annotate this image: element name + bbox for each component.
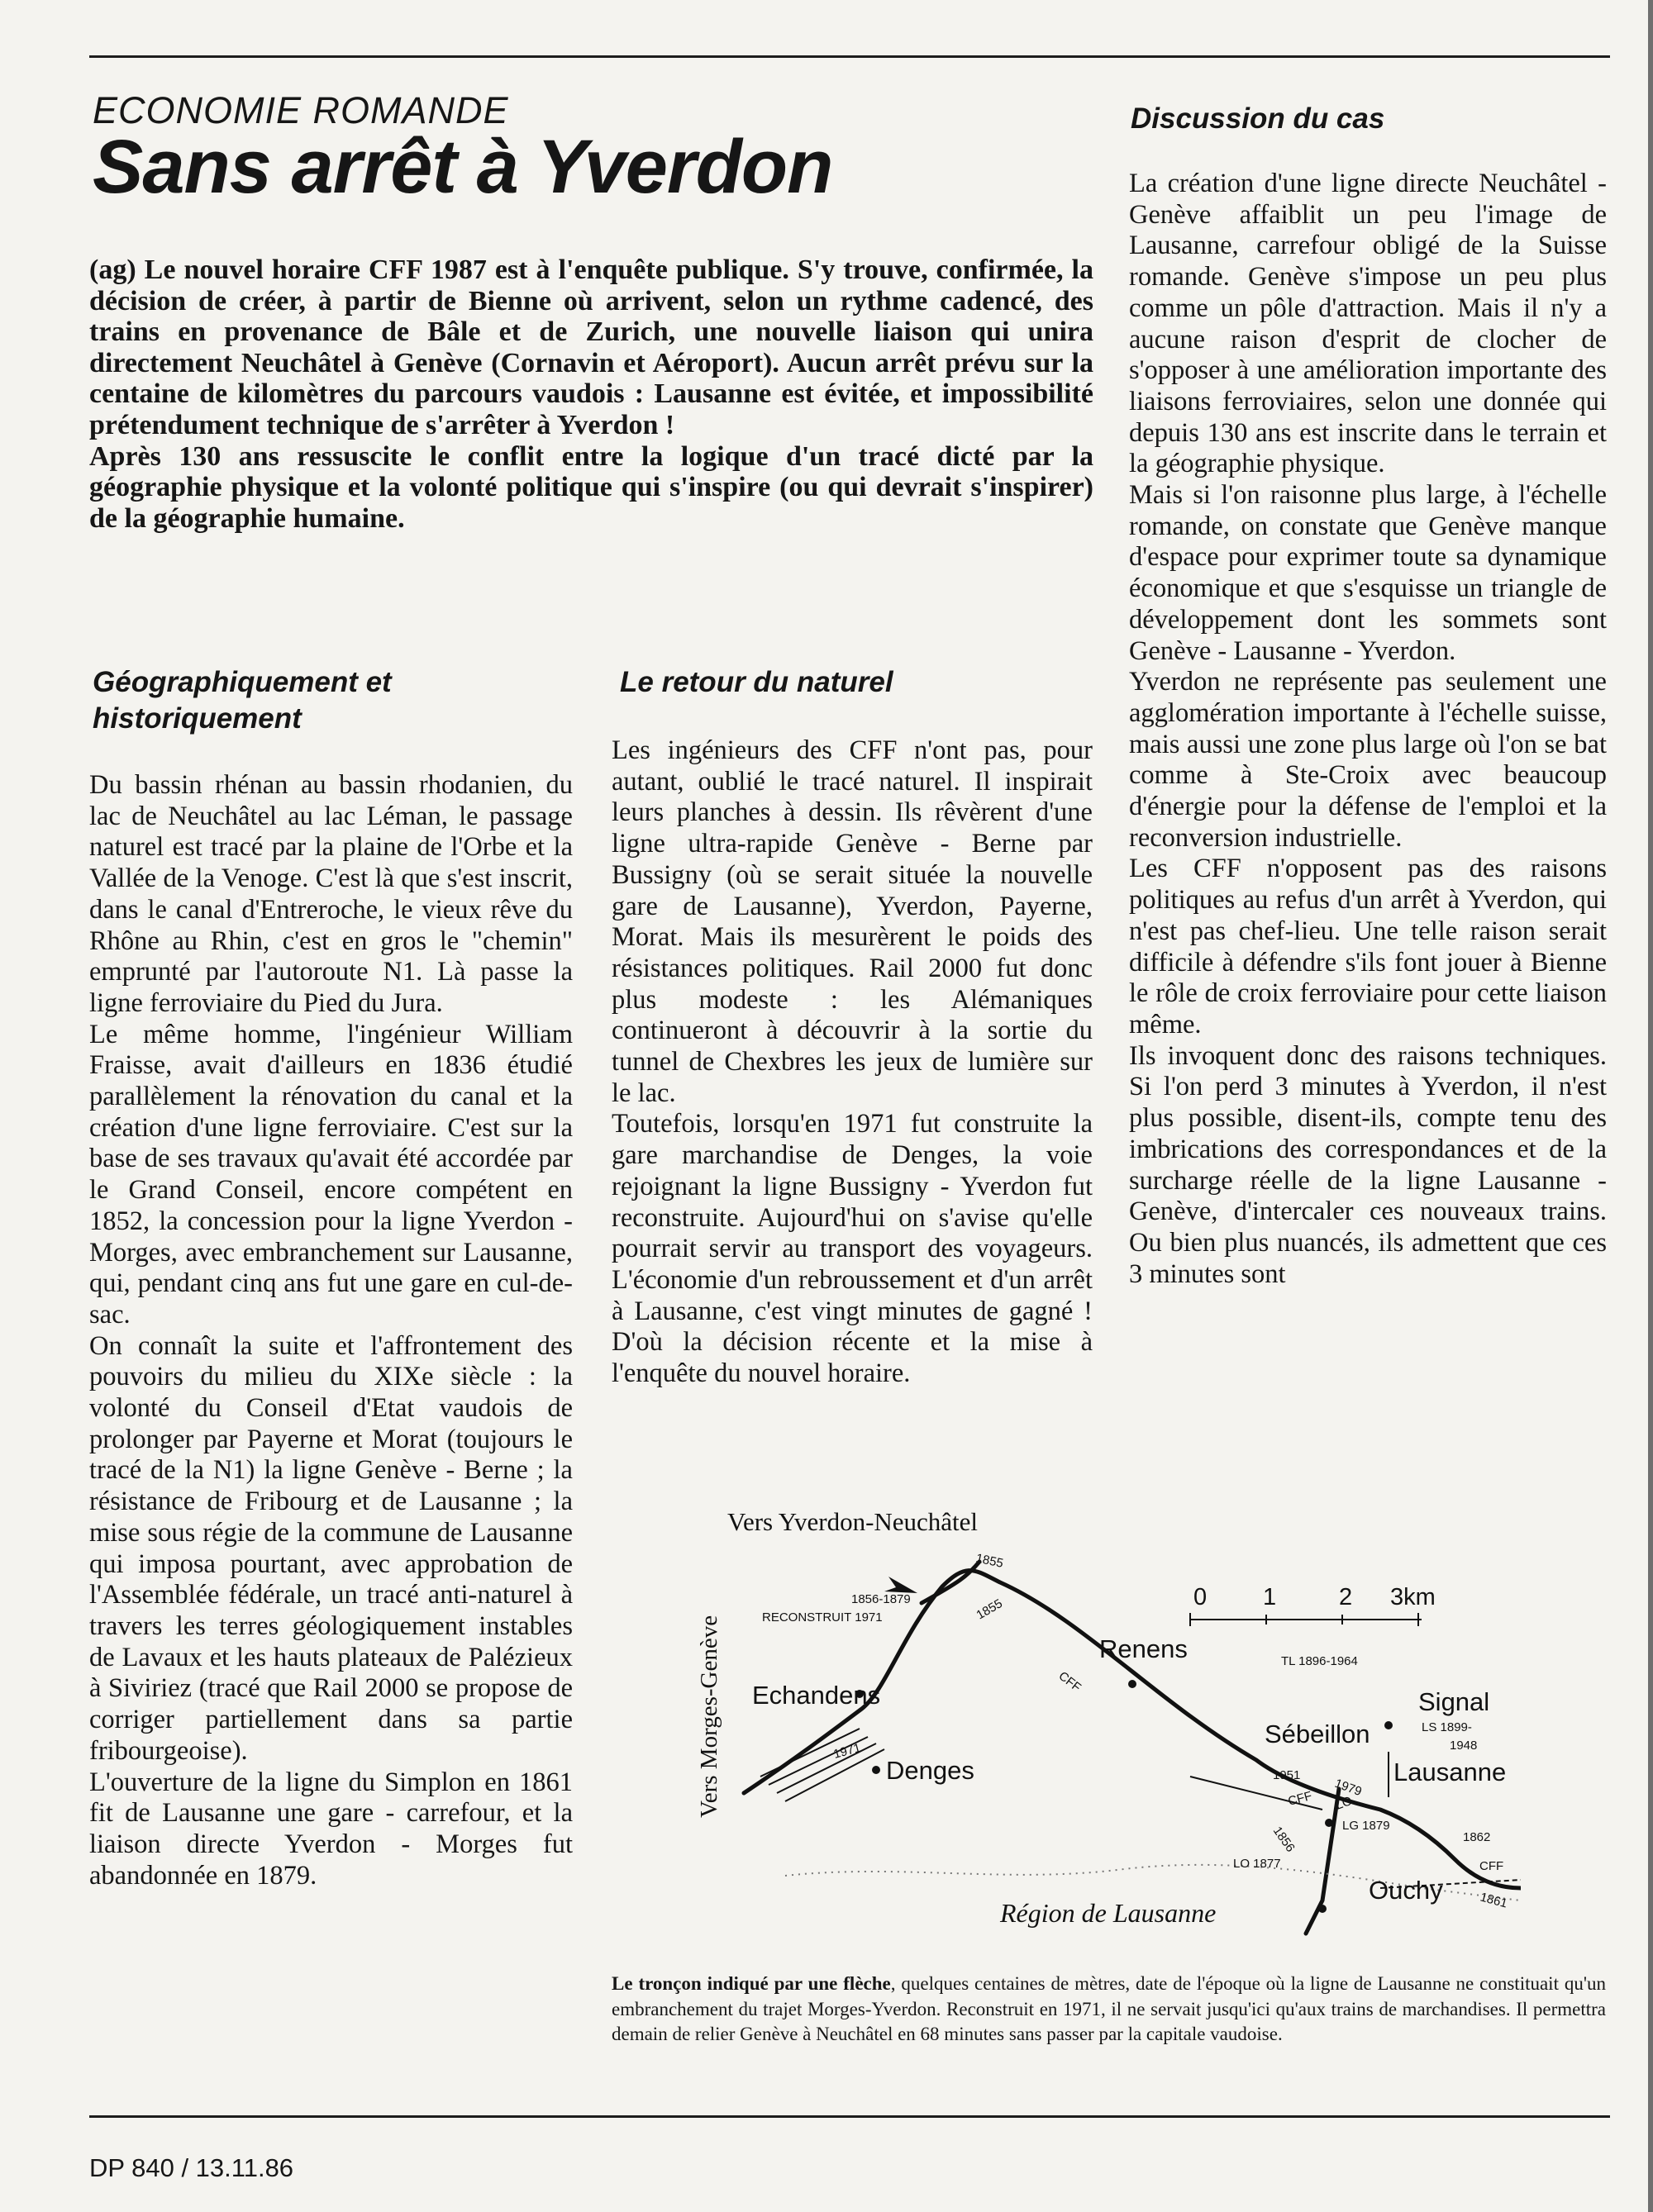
top-rule	[89, 55, 1610, 58]
annotation-1856: 1856	[1270, 1824, 1298, 1855]
annotation-lo: LO	[1333, 1793, 1355, 1813]
article-title: Sans arrêt à Yverdon	[93, 125, 833, 209]
annotation-1862: 1862	[1463, 1830, 1491, 1844]
place-ouchy: Ouchy	[1369, 1876, 1443, 1905]
caption-lead: Le tronçon indiqué par une flèche	[612, 1973, 891, 1994]
lead-paragraph-2: Après 130 ans ressuscite le conflit entre la logique d'un tracé dicté par la géographie physique et la volonté politique qui s'inspire (ou qui devrait s'inspirer) de la géographie humaine.	[89, 440, 1093, 534]
column3-paragraph: Ils invoquent donc des raisons techniques. Si l'on perd 3 minutes à Yverdon, il n'est plus possible, disent-ils, compte tenu des imbrications des correspondances et de la surcharge réelle de la ligne Lausanne - Genève, d'intercaler ces nouveaux trains. Ou bien plus nuancés, ils admettent que ces 3 minutes sont	[1129, 1040, 1607, 1289]
annotation-1855a: 1855	[974, 1551, 1005, 1571]
scale-1: 1	[1263, 1584, 1277, 1610]
column3-paragraph: Yverdon ne représente pas seulement une agglomération importante à l'échelle suisse, mais aussi une zone plus large où l'on se bat comme à Ste-Croix avec beaucoup d'énergie pour la défense de l'emploi et la reconversion industrielle.	[1129, 667, 1607, 853]
annotation-lg: LG 1879	[1342, 1819, 1390, 1833]
map-left-label: Vers Morges-Genève	[696, 1615, 722, 1818]
column2-body	[612, 735, 1093, 1390]
scale-2: 2	[1339, 1584, 1353, 1610]
annotation-1971: 1971	[831, 1740, 863, 1762]
annotation-1855b: 1855	[974, 1596, 1005, 1623]
column1-body	[89, 770, 573, 1891]
place-echandens: Echandens	[752, 1681, 881, 1710]
annotation-ls-end: 1948	[1450, 1739, 1478, 1753]
column1-heading: Géographiquement et historiquement	[93, 666, 392, 735]
annotation-1951: 1951	[1273, 1768, 1301, 1782]
scale-bar	[1190, 1613, 1422, 1626]
annotation-tl: TL 1896-1964	[1281, 1654, 1358, 1668]
bottom-rule	[89, 2115, 1610, 2118]
arrow-icon	[884, 1577, 917, 1593]
lead-paragraph-1: (ag) Le nouvel horaire CFF 1987 est à l'enquête publique. S'y trouve, confirmée, la décision de créer, à partir de Bienne où arrivent, selon un rythme cadencé, des trains en provenance de Bâle et de Zurich, une nouvelle liaison qui unira directement Neuchâtel à Genève (Cornavin et Aéroport). Aucun arrêt prévu sur la centaine de kilomètres du parcours vaudois : Lausanne est évitée, et impossibilité prétendument technique de s'arrêter à Yverdon !	[89, 254, 1093, 440]
section-title: ECONOMIE ROMANDE	[93, 89, 509, 131]
annotation-cff-3: CFF	[1479, 1859, 1504, 1873]
column3-paragraph: La création d'une ligne directe Neuchâtel - Genève affaiblit un peu l'image de Lausanne, carrefour obligé de la Suisse romande. Genève s'impose un peu plus comme un pôle d'attraction. Mais il n'y a aucune raison d'esprit de clocher de s'opposer à une amélioration importante des liaisons ferroviaires, selon une donnée qui depuis 130 ans est inscrite dans le terrain et la géographie physique.	[1129, 169, 1607, 479]
annotation-cff-2: CFF	[1286, 1788, 1314, 1809]
column2-paragraph: Toutefois, lorsqu'en 1971 fut construite la gare marchandise de Denges, la voie rejoignant la ligne Bussigny - Yverdon fut reconstruite. Aujourd'hui on s'avise qu'elle pourrait servir au transport des voyageurs. L'économie d'un rebroussement et d'un arrêt à Lausanne, c'est vingt minutes de gagné ! D'où la décision récente et la mise à l'enquête du nouvel horaire.	[612, 1109, 1093, 1389]
signal-marker	[1384, 1721, 1393, 1729]
column2-paragraph: Les ingénieurs des CFF n'ont pas, pour autant, oublié le tracé naturel. Il inspirait leurs planches à dessin. Ils rêvèrent d'une ligne ultra-rapide Genève - Berne par Bussigny (où se serait située la nouvelle gare de Lausanne), Yverdon, Payerne, Morat. Mais ils mesurèrent le poids des résistances politiques. Rail 2000 fut donc plus modeste : les Alémaniques continueront à découvrir à la sortie du tunnel de Chexbres les jeux de lumière sur le lac.	[612, 735, 1093, 1108]
column1-paragraph: Le même homme, l'ingénieur William Fraisse, avait d'ailleurs en 1836 étudié parallèlement la rénovation du canal et la création d'une ligne ferroviaire. C'est sur la base de ses travaux qu'avait été accordée par le Grand Conseil, encore compétent en 1852, la concession pour la ligne Yverdon - Morges, avec embranchement sur Lausanne, qui, pendant cinq ans fut une gare en cul-de-sac.	[89, 1019, 573, 1330]
page-edge	[1648, 0, 1653, 2212]
place-renens: Renens	[1099, 1634, 1188, 1663]
column3-body	[1129, 169, 1607, 1290]
column1-paragraph: L'ouverture de la ligne du Simplon en 1861 fit de Lausanne une gare - carrefour, et la liaison directe Yverdon - Morges fut abandonnée en 1879.	[89, 1767, 573, 1891]
place-denges: Denges	[886, 1756, 974, 1785]
annotation-lo1877: LO 1877	[1233, 1857, 1281, 1871]
map-region-label: Région de Lausanne	[1000, 1898, 1217, 1928]
column1-paragraph: Du bassin rhénan au bassin rhodanien, du lac de Neuchâtel au lac Léman, le passage naturel est tracé par la plaine de l'Orbe et la Vallée de la Venoge. C'est là que s'est inscrit, dans le canal d'Entreroche, le vieux rêve du Rhône au Rhin, c'est en gros le "chemin" emprunté par l'autoroute N1. Là passe la ligne ferroviaire du Pied du Jura.	[89, 770, 573, 1018]
renens-marker	[1128, 1680, 1136, 1688]
denges-marker	[872, 1766, 880, 1774]
lead-paragraph	[89, 254, 1093, 534]
column1-paragraph: On connaît la suite et l'affrontement des pouvoirs du milieu du XIXe siècle : la volonté du Conseil d'Etat vaudois de prolonger par Payerne et Morat (toujours le tracé de la N1) la ligne Genève - Berne ; la résistance de Fribourg et de Lausanne ; la mise sous régie de la commune de Lausanne qui imposa pourtant, avec approbation de l'Assemblée fédérale, un tracé anti-naturel à travers les terres géologiquement instables de Lavaux et les hauts plateaux de Palézieux à Siviriez (tracé que Rail 2000 se propose de corriger partiellement dans sa partie fribourgeoise).	[89, 1330, 573, 1766]
branch-line	[922, 1562, 979, 1603]
annotation-branch: 1856-1879	[851, 1592, 911, 1606]
place-lausanne: Lausanne	[1393, 1758, 1507, 1786]
place-sebeillon: Sébeillon	[1265, 1720, 1370, 1748]
map-top-label: Vers Yverdon-Neuchâtel	[727, 1512, 979, 1536]
column3-paragraph: Mais si l'on raisonne plus large, à l'échelle romande, on constate que Genève manque d'espace pour exprimer toute sa dynamique économique et que s'esquisse un triangle de développement dont les sommets sont Genève - Lausanne - Yverdon.	[1129, 480, 1607, 666]
annotation-cff-1: CFF	[1055, 1668, 1084, 1696]
annotation-reconstruit: RECONSTRUIT 1971	[762, 1610, 883, 1625]
railway-map	[694, 1512, 1521, 1942]
column2-heading: Le retour du naturel	[620, 666, 893, 698]
annotation-ls: LS 1899-	[1422, 1720, 1472, 1734]
issue-footer: DP 840 / 13.11.86	[89, 2153, 294, 2182]
column3-heading: Discussion du cas	[1131, 102, 1385, 135]
column3-paragraph: Les CFF n'opposent pas des raisons politiques au refus d'un arrêt à Yverdon, qui n'est pas chef-lieu. Une telle raison serait difficile à défendre s'ils font jouer à Bienne le rôle de croix ferroviaire pour cette liaison même.	[1129, 854, 1607, 1039]
map-caption	[612, 1972, 1606, 2048]
scale-3: 3km	[1390, 1584, 1436, 1610]
scale-0: 0	[1193, 1584, 1208, 1610]
caption-text: , quelques centaines de mètres, date de l'époque où la ligne de Lausanne ne constituait qu'un embranchement du trajet Morges-Yverdon. Reconstruit en 1971, il ne servait jusqu'ici qu'aux trains de marchandises. Il permettra demain de relier Genève à Neuchâtel en 68 minutes sans passer par la capitale vaudoise.	[612, 1973, 1606, 2044]
ouchy-marker	[1318, 1905, 1327, 1913]
annotation-1861: 1861	[1478, 1890, 1509, 1911]
place-signal: Signal	[1418, 1687, 1490, 1716]
lausanne-marker	[1325, 1819, 1333, 1827]
annotation-1979: 1979	[1332, 1776, 1364, 1800]
